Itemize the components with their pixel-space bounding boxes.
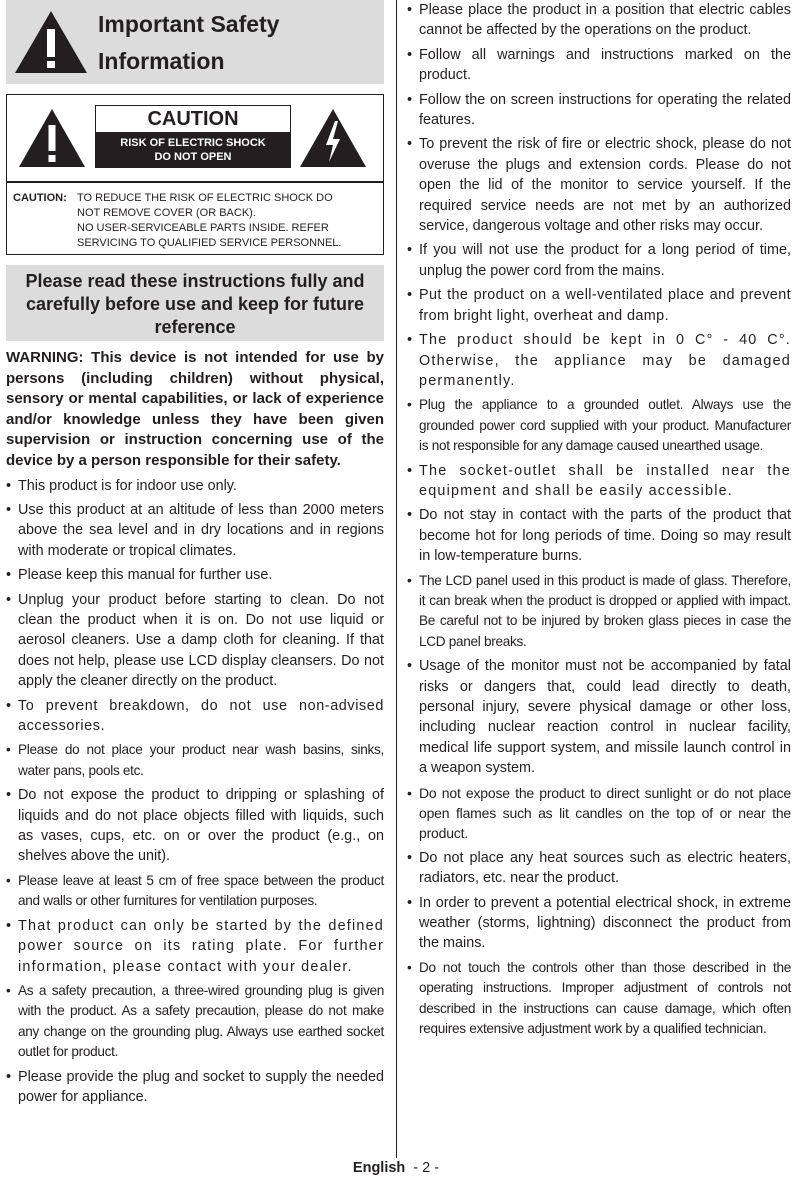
list-item: • Use this product at an altitude of less than 2000 meters above the sea level and in dry locations and in regions with moderate or tropical climates. [6, 500, 384, 561]
list-item: • The LCD panel used in this product is made of glass. Therefore, it can break when the product is dropped or applied with impact. Be careful not to be injured by broken glass pieces in case the LCD panel breaks. [407, 571, 791, 653]
caution-sub-line-1: RISK OF ELECTRIC SHOCK [120, 137, 266, 149]
warning-paragraph: WARNING: This device is not intended for use by persons (including children) without physical, sensory or mental capabilities, or lack of experience and/or knowledge unless they have been given supervision or instruction concerning use of the device by a person responsible for their safety. [6, 349, 384, 469]
lightning-triangle-icon [298, 107, 368, 169]
caution-line: NOT REMOVE COVER (OR BACK). [77, 207, 256, 219]
list-item: • Do not expose the product to dripping or splashing of liquids and do not place objects filled with liquids, such as vases, cups, etc. on or over the product (e.g., on shelves above the unit). [6, 785, 384, 867]
caution-key: CAUTION: [13, 192, 67, 204]
caution-label-subtitle [96, 132, 290, 167]
column-divider [396, 0, 397, 1158]
read-instructions-box: Please read these instructions fully and carefully before use and keep for future reference [6, 265, 384, 341]
list-item: • To prevent breakdown, do not use non-advised accessories. [6, 696, 384, 737]
page-footer [0, 1160, 792, 1176]
page-title [98, 6, 279, 80]
list-item: • In order to prevent a potential electrical shock, in extreme weather (storms, lightning) disconnect the product from the mains. [407, 893, 791, 954]
warning-triangle-icon [13, 9, 89, 75]
title-line-2: Information [98, 48, 225, 74]
right-safety-list [407, 0, 791, 1040]
list-item: • Do not place any heat sources such as electric heaters, radiators, etc. near the product. [407, 848, 791, 889]
list-item: • Put the product on a well-ventilated place and prevent from bright light, overheat and damp. [407, 285, 791, 326]
footer-language: English [352, 1160, 406, 1176]
caution-sub-line-2: DO NOT OPEN [154, 151, 232, 163]
exclamation-triangle-icon [17, 107, 87, 169]
safety-header [6, 0, 384, 84]
list-item: • As a safety precaution, a three-wired grounding plug is given with the product. As a safety precaution, please do not make any change on the grounding plug. Always use earthed socket outlet for product. [6, 981, 384, 1063]
left-column [6, 0, 384, 1111]
list-item: • To prevent the risk of fire or electric shock, please do not overuse the plugs and extension cords. Please do not open the lid of the monitor to service yourself. If the required service needs are not met by an authorized service, dangerous voltage and other risks may occur. [407, 134, 791, 236]
list-item: • Unplug your product before starting to clean. Do not clean the product when it is on. Do not use liquid or aerosol cleaners. Use a damp cloth for cleaning. If that does not help, please use LCD display cleansers. Do not apply the cleaner directly on the product. [6, 590, 384, 692]
list-item: • This product is for indoor use only. [6, 476, 384, 496]
caution-line: SERVICING TO QUALIFIED SERVICE PERSONNEL. [77, 237, 342, 249]
list-item: • Please place the product in a position that electric cables cannot be affected by the operations on the product. [407, 0, 791, 41]
list-item: • Please provide the plug and socket to supply the needed power for appliance. [6, 1067, 384, 1108]
caution-text [13, 191, 341, 251]
caution-lines [77, 191, 341, 251]
list-item: • That product can only be started by the defined power source on its rating plate. For further information, please contact with your dealer. [6, 916, 384, 977]
title-line-1: Important Safety [98, 11, 280, 37]
list-item: • Do not touch the controls other than those described in the operating instructions. Improper adjustment of controls not described in the instructions can cause damage, which often requires extensive adjustment work by a qualified technician. [407, 958, 791, 1040]
caution-label [95, 105, 291, 168]
page-number: - 2 - [413, 1160, 440, 1176]
list-item: • Usage of the monitor must not be accompanied by fatal risks or dangers that, could lead directly to death, personal injury, severe physical damage or other loss, including nuclear reaction control in nuclear facility, medical life support system, and missile launch control in a weapon system. [407, 656, 791, 778]
list-item: • Do not expose the product to direct sunlight or do not place open flames such as lit candles on the top of or near the product. [407, 783, 791, 844]
list-item: • Plug the appliance to a grounded outlet. Always use the grounded power cord supplied with your product. Manufacturer is not responsible for any damage caused unearthed usage. [407, 395, 791, 456]
caution-label-title: CAUTION [147, 108, 239, 130]
caution-line: NO USER-SERVICEABLE PARTS INSIDE. REFER [77, 222, 329, 234]
list-item: • Please keep this manual for further use. [6, 565, 384, 585]
list-item: • Follow all warnings and instructions marked on the product. [407, 45, 791, 86]
caution-line: TO REDUCE THE RISK OF ELECTRIC SHOCK DO [77, 192, 333, 204]
list-item: • Do not stay in contact with the parts of the product that become hot for long periods of time. Doing so may result in low-temperature burns. [407, 505, 791, 566]
list-item: • Please do not place your product near wash basins, sinks, water pans, pools etc. [6, 740, 384, 781]
list-item: • If you will not use the product for a long period of time, unplug the power cord from the mains. [407, 240, 791, 281]
list-item: • The socket-outlet shall be installed near the equipment and shall be easily accessible. [407, 461, 791, 502]
list-item: • The product should be kept in 0 C° - 40 C°. Otherwise, the appliance may be damaged permanently. [407, 330, 791, 391]
list-item: • Please leave at least 5 cm of free space between the product and walls or other furnitures for ventilation purposes. [6, 871, 384, 912]
right-column [407, 0, 791, 1044]
caution-box [6, 94, 384, 255]
list-item: • Follow the on screen instructions for operating the related features. [407, 90, 791, 131]
left-safety-list [6, 476, 384, 1108]
caution-divider [7, 181, 383, 183]
